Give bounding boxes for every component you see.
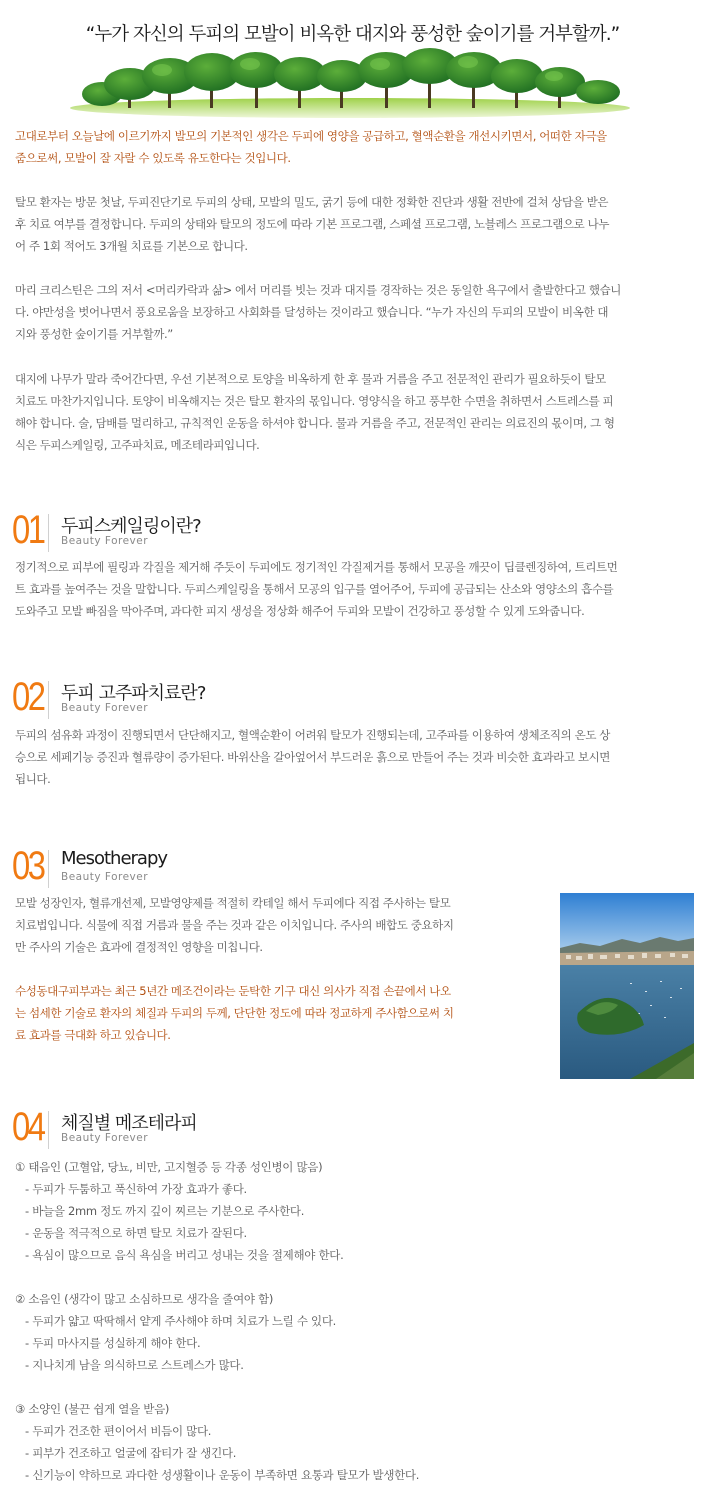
text-line: 됩니다. — [15, 772, 51, 786]
section-subtitle: Beauty Forever — [61, 535, 149, 547]
section-02-body — [15, 724, 692, 790]
section-number: 01 — [12, 508, 44, 552]
section-01-body — [15, 556, 692, 622]
text-line: 치료법입니다. 식물에 직접 거름과 물을 주는 것과 같은 이치입니다. 주사의 배합도 중요하지 — [15, 918, 454, 932]
text-line: 탈모 환자는 방문 첫날, 두피진단기로 두피의 상태, 모발의 밀도, 굵기 등에 대한 정확한 진단과 생활 전반에 걸쳐 상담을 받은 — [15, 195, 609, 209]
section-heading-04 — [12, 1107, 612, 1153]
text-line: 줌으로써, 모발이 잘 자랄 수 있도록 유도한다는 것입니다. — [15, 151, 291, 165]
text-line: 어 주 1회 적어도 3개월 치료를 기본으로 합니다. — [15, 239, 248, 253]
section-number: 04 — [12, 1105, 44, 1149]
text-line: 해야 합니다. 술, 담배를 멀리하고, 규칙적인 운동을 하셔야 합니다. 물과 거름을 주고, 전문적인 관리는 의료진의 몫이며, 그 형 — [15, 416, 615, 430]
text-line: 도와주고 모발 빠짐을 막아주며, 과다한 피지 생성을 정상화 해주어 두피와 모발이 건강하고 풍성할 수 있게 도와줍니다. — [15, 604, 585, 618]
divider — [48, 514, 49, 552]
intro-paragraph-1 — [15, 125, 692, 169]
section-title: Mesotherapy — [61, 848, 168, 869]
text-line: 모발 성장인자, 혈류개선제, 모발영양제를 적절히 칵테일 해서 두피에다 직접 주사하는 탈모 — [15, 896, 451, 910]
divider — [48, 850, 49, 888]
list-item: - 두피가 건조한 편이어서 비듬이 많다. — [25, 1424, 212, 1438]
hero-quote: “누가 자신의 두피의 모발이 비옥한 대지와 풍성한 숲이기를 거부할까.” — [85, 24, 620, 45]
text-line: 트 효과를 높여주는 것을 말합니다. 두피스케일링을 통해서 모공의 입구를 열어주어, 두피에 공급되는 산소와 영양소의 흡수를 — [15, 582, 614, 596]
text-line: 식은 두피스케일링, 고주파치료, 메조테라피입니다. — [15, 438, 260, 452]
list-item: - 운동을 적극적으로 하면 탈모 치료가 잘된다. — [25, 1226, 247, 1240]
list-item: - 두피 마사지를 성실하게 해야 한다. — [25, 1336, 201, 1350]
list-item: - 바늘을 2mm 정도 까지 깊이 찌르는 기분으로 주사한다. — [25, 1204, 305, 1218]
section-title: 두피 고주파치료란? — [61, 683, 206, 704]
section-heading-01 — [12, 510, 612, 556]
text-line: 지와 풍성한 숲이기를 거부할까.” — [15, 327, 173, 341]
text-line: 마리 크리스틴은 그의 저서 <머리카락과 삶> 에서 머리를 빗는 것과 대지를 경작하는 것은 동일한 욕구에서 출발한다고 했습니 — [15, 283, 622, 297]
text-line: 고대로부터 오늘날에 이르기까지 발모의 기본적인 생각은 두피에 영양을 공급하고, 혈액순환을 개선시키면서, 어떠한 자극을 — [15, 129, 607, 143]
text-line: 정기적으로 피부에 필링과 각질을 제거해 주듯이 두피에도 정기적인 각질제거를 통해서 모공을 깨끗이 딥클렌징하여, 트리트먼 — [15, 560, 618, 574]
section-number: 03 — [12, 844, 44, 888]
divider — [48, 681, 49, 719]
list-item: - 지나치게 남을 의식하므로 스트레스가 많다. — [25, 1358, 244, 1372]
section-heading-03 — [12, 846, 612, 892]
list-item: - 두피가 얇고 딱딱해서 얕게 주사해야 하며 치료가 느릴 수 있다. — [25, 1314, 336, 1328]
text-line: 다. 야만성을 벗어나면서 풍요로움을 보장하고 사회화를 달성하는 것이라고 했습니다. “누가 자신의 두피의 모발이 비옥한 대 — [15, 305, 609, 319]
divider — [48, 1111, 49, 1149]
list-heading: ② 소음인 (생각이 많고 소심하므로 생각을 줄여야 함) — [15, 1292, 274, 1306]
section-heading-02 — [12, 677, 612, 723]
tree-row-illustration — [70, 48, 630, 118]
spacer — [15, 1376, 685, 1398]
section-number: 02 — [12, 675, 44, 719]
list-item: - 두피가 두툼하고 푹신하여 가장 효과가 좋다. — [25, 1182, 247, 1196]
text-line: 치료도 마찬가지입니다. 토양이 비옥해지는 것은 탈모 환자의 몫입니다. 영양식을 하고 풍부한 수면을 취하면서 스트레스를 피 — [15, 394, 614, 408]
section-subtitle: Beauty Forever — [61, 871, 149, 883]
section-subtitle: Beauty Forever — [61, 1132, 149, 1144]
intro-paragraph-4 — [15, 368, 692, 456]
section-03-highlight — [15, 980, 550, 1046]
list-heading: ① 태음인 (고혈압, 당뇨, 비만, 고지혈증 등 각종 성인병이 많음) — [15, 1160, 323, 1174]
list-item: - 욕심이 많으므로 음식 욕심을 버리고 성내는 것을 절제해야 한다. — [25, 1248, 344, 1262]
section-subtitle: Beauty Forever — [61, 702, 149, 714]
constitution-list — [15, 1156, 685, 1486]
section-title: 체질별 메조테라피 — [61, 1113, 197, 1134]
text-line: 수성동대구피부과는 최근 5년간 메조건이라는 둔탁한 기구 대신 의사가 직접 손끝에서 나오 — [15, 984, 451, 998]
text-line: 후 치료 여부를 결정합니다. 두피의 상태와 탈모의 정도에 따라 기본 프로그램, 스페셜 프로그램, 노블레스 프로그램으로 나누 — [15, 217, 610, 231]
text-line: 는 섬세한 기술로 환자의 체질과 두피의 두께, 단단한 정도에 따라 정교하게 주사함으로써 치 — [15, 1006, 454, 1020]
intro-paragraph-3 — [15, 279, 692, 345]
text-line: 두피의 섬유화 과정이 진행되면서 단단해지고, 혈액순환이 어려워 탈모가 진행되는데, 고주파를 이용하여 생체조직의 온도 상 — [15, 728, 610, 742]
list-heading: ③ 소양인 (불끈 쉽게 열을 받음) — [15, 1402, 170, 1416]
spacer — [15, 1266, 685, 1288]
text-line: 승으로 세페기능 증진과 혈류량이 증가된다. 바위산을 갈아엎어서 부드러운 흙으로 만들어 주는 것과 비슷한 효과라고 보시면 — [15, 750, 610, 764]
section-03-body — [15, 892, 550, 958]
text-line: 대지에 나무가 말라 죽어간다면, 우선 기본적으로 토양을 비옥하게 한 후 물과 거름을 주고 전문적인 관리가 필요하듯이 탈모 — [15, 372, 606, 386]
coastal-bay-photo — [560, 893, 694, 1079]
list-item: - 피부가 건조하고 얼굴에 잡티가 잘 생긴다. — [25, 1446, 237, 1460]
section-title: 두피스케일링이란? — [61, 516, 201, 537]
text-line: 료 효과를 극대화 하고 있습니다. — [15, 1028, 171, 1042]
text-line: 만 주사의 기술은 효과에 결정적인 영향을 미칩니다. — [15, 940, 263, 954]
list-item: - 신기능이 약하므로 과다한 성생활이나 운동이 부족하면 요통과 탈모가 발생한다. — [25, 1468, 420, 1482]
intro-paragraph-2 — [15, 191, 692, 257]
